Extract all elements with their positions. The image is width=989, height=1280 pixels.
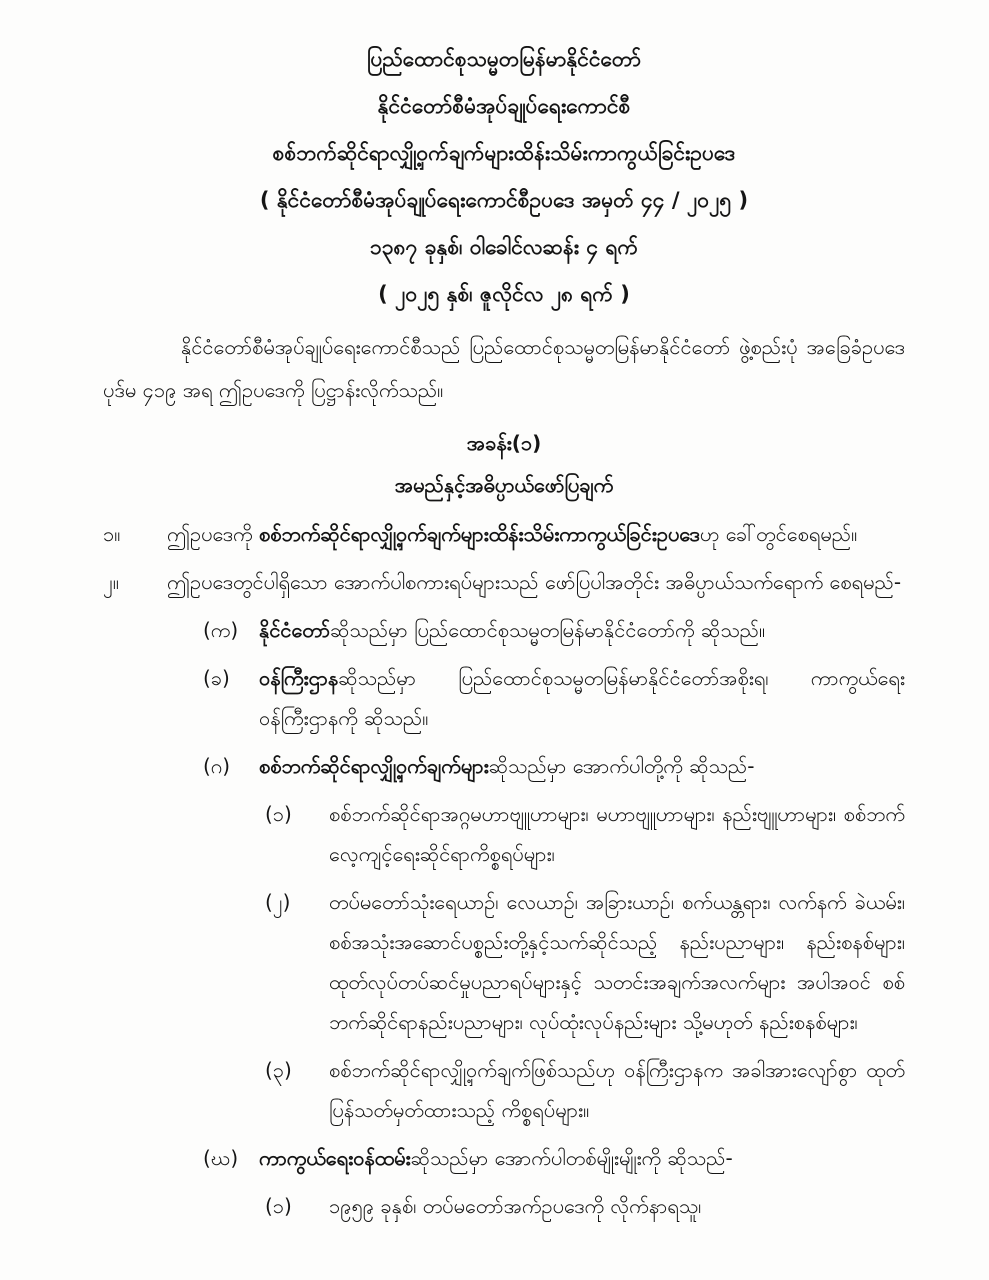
clause-ga-1-text: စစ်ဘက်ဆိုင်ရာအဂ္ဂမဟာဗျူဟာများ၊ မဟာဗျူဟာများ၊ နည်းဗျူဟာများ၊ စစ်ဘက်လေ့ကျင့်ရေးဆိုင်ရာကိစ္စရပ်များ၊	[329, 802, 905, 866]
header-line-state-name: ပြည်ထောင်စုသမ္မတမြန်မာနိုင်ငံတော်	[366, 47, 641, 71]
definition-gha	[203, 1138, 905, 1178]
clause-gha-1	[265, 1186, 905, 1226]
document-header	[103, 44, 905, 310]
clause-ga-3-number: (၃)	[265, 1058, 292, 1082]
section-1-number: ၁။	[103, 522, 121, 546]
clause-ga-3-text: စစ်ဘက်ဆိုင်ရာလျှို့ဝှက်ချက်ဖြစ်သည်ဟု ဝန်ကြီးဌာနက အခါအားလျော်စွာ ထုတ်ပြန်သတ်မှတ်ထားသည့် ကိစ္စရပ်များ။	[329, 1058, 905, 1122]
definition-gha-term: ကာကွယ်ရေးဝန်ထမ်း	[259, 1146, 411, 1170]
definition-gha-text	[259, 1138, 905, 1178]
definition-ka	[203, 610, 905, 650]
clause-ga-2-number: (၂)	[265, 890, 291, 914]
header-line-council-name: နိုင်ငံတော်စီမံအုပ်ချုပ်ရေးကောင်စီ	[377, 94, 631, 118]
definition-ga-term: စစ်ဘက်ဆိုင်ရာလျှို့ဝှက်ချက်များ	[259, 754, 489, 778]
definition-ka-number: (က)	[203, 618, 239, 642]
definition-ka-term: နိုင်ငံတော်	[259, 618, 331, 642]
definition-gha-rest: ဆိုသည်မှာ အောက်ပါတစ်မျိုးမျိုးကို ဆိုသည်-	[410, 1146, 733, 1170]
definition-kha	[203, 658, 905, 738]
definition-kha-number: (ခ)	[203, 666, 230, 690]
chapter-1-heading: အခန်း(၁)	[466, 431, 542, 455]
section-2-text: ဤဥပဒေတွင်ပါရှိသော အောက်ပါစကားရပ်များသည် ဖော်ပြပါအတိုင်း အဓိပ္ပာယ်သက်ရောက် စေရမည်-	[167, 570, 902, 594]
section-1	[103, 514, 905, 554]
definition-ga-rest: ဆိုသည်မှာ အောက်ပါတို့ကို ဆိုသည်-	[488, 754, 755, 778]
header-line-law-title: စစ်ဘက်ဆိုင်ရာလျှို့ဝှက်ချက်များထိန်းသိမ်းကာကွယ်ခြင်းဥပဒေ	[272, 141, 736, 165]
clause-ga-1	[265, 794, 905, 874]
definition-kha-rest: ဆိုသည်မှာ ပြည်ထောင်စုသမ္မတမြန်မာနိုင်ငံတော်အစိုးရ၊ ကာကွယ်ရေး ဝန်ကြီးဌာနကို ဆိုသည်။	[259, 666, 905, 730]
definition-kha-text	[259, 658, 905, 738]
section-1-text-post: ဟု ခေါ်တွင်စေရမည်။	[699, 522, 858, 546]
clause-ga-1-number: (၁)	[265, 802, 292, 826]
clause-gha-1-number: (၁)	[265, 1194, 292, 1218]
preamble-paragraph: နိုင်ငံတော်စီမံအုပ်ချုပ်ရေးကောင်စီသည် ပြည်ထောင်စုသမ္မတမြန်မာနိုင်ငံတော် ဖွဲ့စည်းပုံ အခြေခံဥပဒေပုဒ်မ ၄၁၉ အရ ဤဥပဒေကို ပြဋ္ဌာန်းလိုက်သည်။	[103, 335, 905, 402]
definition-ka-text	[259, 610, 905, 650]
section-1-text-pre: ဤဥပဒေကို	[167, 522, 259, 546]
definition-kha-term: ဝန်ကြီးဌာန	[259, 666, 339, 690]
header-line-gregorian-date: ( ၂၀၂၅ နှစ်၊ ဇူလိုင်လ ၂၈ ရက် )	[378, 282, 630, 306]
header-line-law-number: ( နိုင်ငံတော်စီမံအုပ်ချုပ်ရေးကောင်စီဥပဒေ အမှတ် ၄၄ / ၂၀၂၅ )	[259, 188, 749, 212]
header-line-myanmar-date: ၁၃၈၇ ခုနှစ်၊ ဝါခေါင်လဆန်း ၄ ရက်	[369, 235, 639, 259]
definition-ga-text	[259, 746, 905, 786]
section-1-text	[167, 522, 857, 546]
section-1-law-name: စစ်ဘက်ဆိုင်ရာလျှို့ဝှက်ချက်များထိန်းသိမ်းကာကွယ်ခြင်းဥပဒေ	[258, 522, 700, 546]
definition-gha-number: (ဃ)	[203, 1146, 239, 1170]
clause-ga-2	[265, 882, 905, 1042]
clause-gha-1-text: ၁၉၅၉ ခုနှစ်၊ တပ်မတော်အက်ဥပဒေကို လိုက်နာရသူ၊	[329, 1194, 702, 1218]
clause-ga-3	[265, 1050, 905, 1130]
definition-ka-rest: ဆိုသည်မှာ ပြည်ထောင်စုသမ္မတမြန်မာနိုင်ငံတော်ကို ဆိုသည်။	[330, 618, 766, 642]
chapter-1-title: အမည်နှင့်အဓိပ္ပာယ်ဖော်ပြချက်	[394, 473, 614, 497]
section-2	[103, 562, 905, 602]
definition-ga	[203, 746, 905, 786]
clause-ga-2-text: တပ်မတော်သုံးရေယာဉ်၊ လေယာဉ်၊ အခြားယာဉ်၊ စက်ယန္တရား၊ လက်နက် ခဲယမ်း၊ စစ်အသုံးအဆောင်ပစ္စည်းတို့နှင့်သက်ဆိုင်သည့် နည်းပညာများ၊ နည်းစနစ်များ၊ ထုတ်လုပ်တပ်ဆင်မှုပညာရပ်များနှင့် သတင်းအချက်အလက်များ အပါအဝင် စစ်ဘက်ဆိုင်ရာနည်းပညာများ၊ လုပ်ထုံးလုပ်နည်းများ သို့မဟုတ် နည်းစနစ်များ၊	[329, 890, 905, 1034]
section-2-number: ၂။	[103, 570, 119, 594]
definition-ga-number: (ဂ)	[203, 754, 231, 778]
